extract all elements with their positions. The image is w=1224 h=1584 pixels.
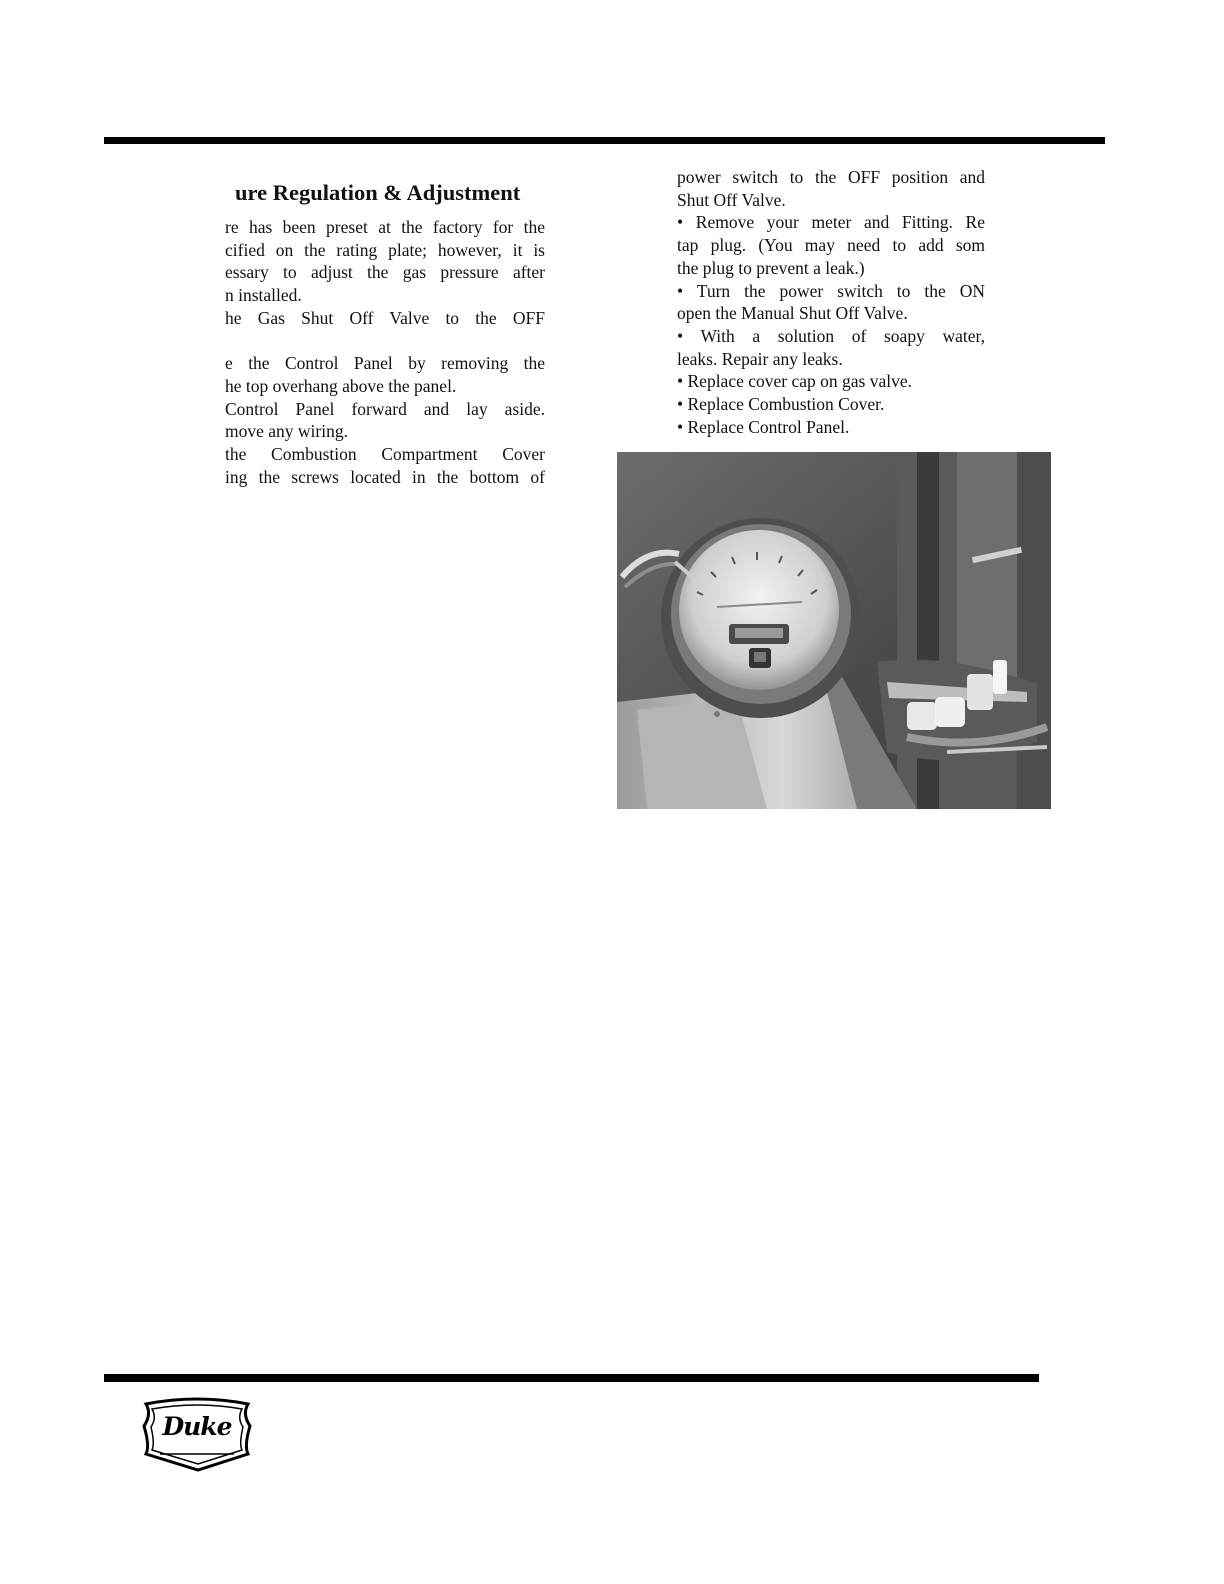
right-line: power switch to the OFF position and bbox=[677, 167, 985, 187]
left-line: move any wiring. bbox=[225, 421, 348, 442]
left-line: Control Panel forward and lay aside. bbox=[225, 398, 545, 419]
left-line: essary to adjust the gas pressure after bbox=[225, 262, 545, 283]
duke-logo bbox=[138, 1396, 256, 1474]
right-line: tap plug. (You may need to add som bbox=[677, 235, 985, 256]
left-line: cified on the rating plate; however, it is bbox=[225, 239, 545, 260]
right-text-column bbox=[677, 166, 985, 438]
left-line: the Combustion Compartment Cover bbox=[225, 444, 545, 465]
right-line: • With a solution of soapy water, bbox=[677, 325, 985, 346]
left-line: he Gas Shut Off Valve to the OFF bbox=[225, 307, 545, 328]
right-line: Shut Off Valve. bbox=[677, 189, 786, 210]
left-line: re has been preset at the factory for the bbox=[225, 217, 545, 237]
right-line: • Remove your meter and Fitting. Re bbox=[677, 212, 985, 233]
left-line: he top overhang above the panel. bbox=[225, 375, 457, 396]
right-line: the plug to prevent a leak.) bbox=[677, 257, 865, 278]
left-line: ing the screws located in the bottom of bbox=[225, 466, 545, 487]
right-line: • Turn the power switch to the ON bbox=[677, 280, 985, 301]
right-line: leaks. Repair any leaks. bbox=[677, 348, 843, 369]
right-line: • Replace Combustion Cover. bbox=[677, 394, 885, 415]
right-line: • Replace cover cap on gas valve. bbox=[677, 371, 912, 392]
right-line: open the Manual Shut Off Valve. bbox=[677, 303, 908, 324]
right-line: • Replace Control Panel. bbox=[677, 416, 850, 437]
footer-rule bbox=[104, 1374, 1039, 1382]
left-line-blank bbox=[225, 330, 545, 353]
pressure-gauge-photo bbox=[617, 452, 1051, 809]
header-rule bbox=[104, 137, 1105, 144]
left-text-column bbox=[225, 178, 545, 488]
section-heading: ure Regulation & Adjustment bbox=[235, 180, 521, 205]
left-line: e the Control Panel by removing the bbox=[225, 353, 545, 374]
logo-wordmark: Duke bbox=[162, 1412, 232, 1441]
left-line: n installed. bbox=[225, 285, 302, 306]
